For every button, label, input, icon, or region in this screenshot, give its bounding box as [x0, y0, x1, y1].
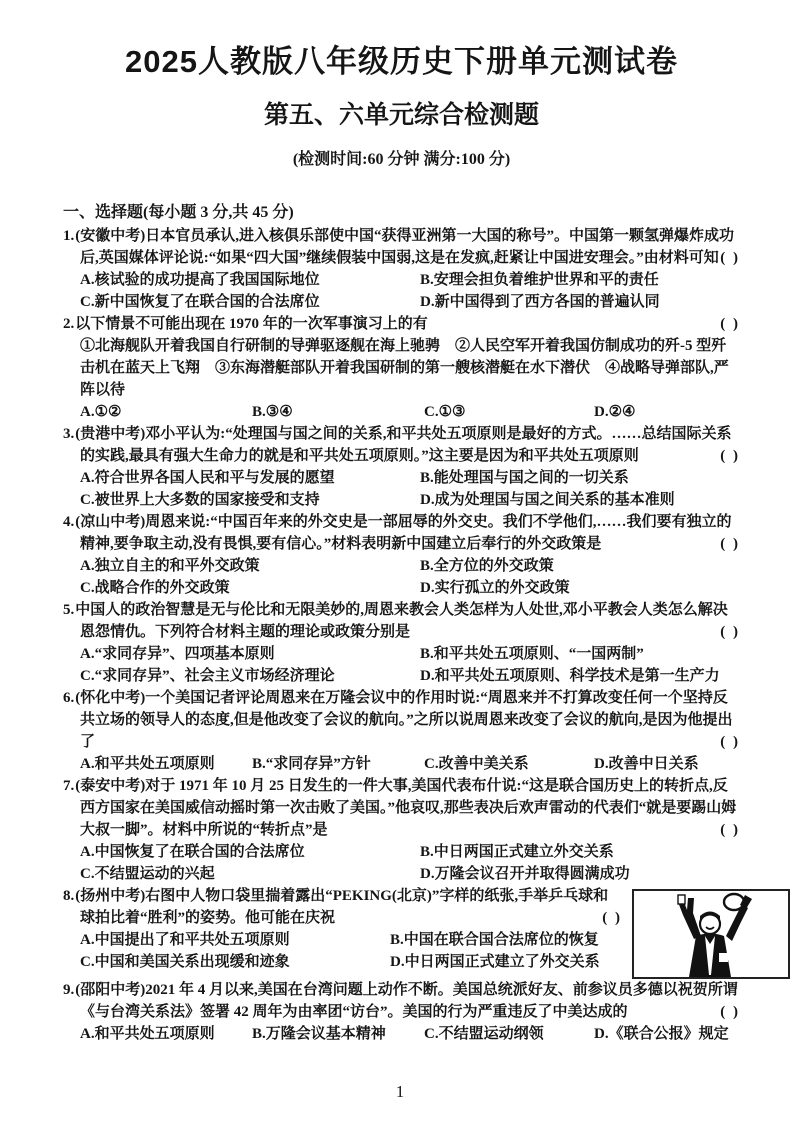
question-2-stem	[63, 313, 740, 335]
question-5-number: 5.	[63, 602, 75, 618]
question-7-text: (泰安中考)对于 1971 年 10 月 25 日发生的一件大事,美国代表布什说:“这是联合国历史上的转折点,反西方国家在美国威信动摇时第一次击败了美国。”他哀叹,那些表决后欢声雷动的代表们“就是要踢山姆大叔一脚”。材料中所说的“转折点”是	[75, 778, 737, 838]
option-a: A.①②	[80, 404, 122, 420]
option-d: D.《联合公报》规定	[594, 1026, 729, 1042]
question-7-number: 7.	[63, 778, 75, 794]
option-d: D.和平共处五项原则、科学技术是第一生产力	[420, 668, 720, 684]
option-b: B.中国在联合国合法席位的恢复	[390, 932, 599, 948]
option-a: A.独立自主的和平外交政策	[80, 558, 260, 574]
option-a: A.中国恢复了在联合国的合法席位	[80, 844, 305, 860]
question-4-text: (凉山中考)周恩来说:“中国百年来的外交史是一部屈辱的外交史。我们不学他们,……我们要有独立的精神,要争取主动,没有畏惧,要有信心。”材料表明新中国建立后奉行的外交政策是	[75, 514, 732, 552]
question-3-options	[63, 467, 740, 511]
option-b: B.安理会担负着维护世界和平的责任	[420, 272, 659, 288]
question-8	[63, 885, 740, 979]
question-4-number: 4.	[63, 514, 75, 530]
answer-bracket: ( )	[720, 822, 740, 838]
answer-bracket: ( )	[720, 734, 740, 750]
option-c: C.新中国恢复了在联合国的合法席位	[80, 294, 320, 310]
question-5-options	[63, 643, 740, 687]
option-a: A.中国提出了和平共处五项原则	[80, 932, 290, 948]
question-6-stem	[63, 687, 740, 753]
question-2-text: 以下情景不可能出现在 1970 年的一次军事演习上的有	[75, 316, 428, 332]
option-c: C.“求同存异”、社会主义市场经济理论	[80, 668, 335, 684]
question-8-stem	[63, 885, 622, 929]
question-6-number: 6.	[63, 690, 75, 706]
question-2	[63, 313, 740, 423]
question-1	[63, 225, 740, 313]
question-2-options	[63, 401, 740, 423]
answer-bracket: ( )	[602, 910, 622, 926]
question-8-text: (扬州中考)右图中人物口袋里揣着露出“PEKING(北京)”字样的纸张,手举乒乓球和球拍比着“胜利”的姿势。他可能在庆祝	[75, 888, 609, 926]
question-6	[63, 687, 740, 775]
option-a: A.和平共处五项原则	[80, 756, 215, 772]
answer-bracket: ( )	[720, 316, 740, 332]
option-a: A.符合世界各国人民和平与发展的愿望	[80, 470, 335, 486]
option-b: B.和平共处五项原则、“一国两制”	[420, 646, 644, 662]
answer-bracket: ( )	[720, 448, 740, 464]
option-c: C.①③	[424, 404, 466, 420]
question-3-text: (贵港中考)邓小平认为:“处理国与国之间的关系,和平共处五项原则是最好的方式。……总结国际关系的实践,最具有强大生命力的就是和平共处五项原则。”这主要是因为和平共处五项原则	[75, 426, 732, 464]
question-3	[63, 423, 740, 511]
question-2-number: 2.	[63, 316, 75, 332]
exam-info: (检测时间:60 分钟 满分:100 分)	[292, 151, 511, 168]
option-b: B.③④	[252, 404, 293, 420]
question-9-text: (邵阳中考)2021 年 4 月以来,美国在台湾问题上动作不断。美国总统派好友、前参议员多德以祝贺所谓《与台湾关系法》签署 42 周年为由率团“访台”。美国的行为严重违反了中美达成的	[75, 982, 738, 1020]
option-d: D.万隆会议召开并取得圆满成功	[420, 866, 630, 882]
question-3-number: 3.	[63, 426, 75, 442]
option-c: C.中国和美国关系出现缓和迹象	[80, 954, 290, 970]
question-6-options	[63, 753, 740, 775]
question-7-options	[63, 841, 740, 885]
option-c: C.不结盟运动的兴起	[80, 866, 215, 882]
question-9	[63, 979, 740, 1045]
question-4	[63, 511, 740, 599]
option-d: D.②④	[594, 404, 636, 420]
question-1-options	[63, 269, 740, 313]
question-1-number: 1.	[63, 228, 75, 244]
option-b: B.全方位的外交政策	[420, 558, 554, 574]
option-a: A.“求同存异”、四项基本原则	[80, 646, 275, 662]
question-5-stem	[63, 599, 740, 643]
option-b: B.万隆会议基本精神	[252, 1026, 386, 1042]
answer-bracket: ( )	[720, 250, 740, 266]
option-a: A.核试验的成功提高了我国国际地位	[80, 272, 320, 288]
question-1-stem	[63, 225, 740, 269]
question-8-number: 8.	[63, 888, 75, 904]
option-c: C.被世界上大多数的国家接受和支持	[80, 492, 320, 508]
question-9-number: 9.	[63, 982, 75, 998]
section-heading: 一、选择题(每小题 3 分,共 45 分)	[63, 204, 294, 221]
page-title: 2025人教版八年级历史下册单元测试卷	[125, 44, 678, 79]
question-1-text: (安徽中考)日本官员承认,进入核俱乐部使中国“获得亚洲第一大国的称号”。中国第一颗氢弹爆炸成功后,英国媒体评论说:“如果“四大国”继续假装中国弱,这是在发疯,赶紧让中国进安理会。”由材料可知	[75, 228, 734, 266]
option-c: C.不结盟运动纲领	[424, 1026, 544, 1042]
option-d: D.中日两国正式建立了外交关系	[390, 954, 600, 970]
question-2-items: ①北海舰队开着我国自行研制的导弹驱逐舰在海上驰骋 ②人民空军开着我国仿制成功的歼-5 型歼击机在蓝天上飞翔 ③东海潜艇部队开着我国研制的第一艘核潜艇在水下潜伏 ④战略导弹部队,严阵以待	[80, 338, 729, 398]
question-7	[63, 775, 740, 885]
option-d: D.改善中日关系	[594, 756, 699, 772]
question-5-text: 中国人的政治智慧是无与伦比和无限美妙的,周恩来教会人类怎样为人处世,邓小平教会人类怎么解决恩怨情仇。下列符合材料主题的理论或政策分别是	[75, 602, 728, 640]
option-b: B.中日两国正式建立外交关系	[420, 844, 614, 860]
question-4-stem	[63, 511, 740, 555]
question-9-stem	[63, 979, 740, 1023]
option-c: C.战略合作的外交政策	[80, 580, 230, 596]
question-9-options	[63, 1023, 740, 1045]
option-b: B.“求同存异”方针	[252, 756, 371, 772]
option-d: D.实行孤立的外交政策	[420, 580, 570, 596]
ping-pong-victory-cartoon	[632, 889, 790, 979]
question-6-text: (怀化中考)一个美国记者评论周恩来在万隆会议中的作用时说:“周恩来并不打算改变任何一个坚持反共立场的领导人的态度,但是他改变了会议的航向。”之所以说周恩来改变了会议的航向,是因为他提出了	[75, 690, 733, 750]
answer-bracket: ( )	[720, 624, 740, 640]
option-a: A.和平共处五项原则	[80, 1026, 215, 1042]
page-subtitle: 第五、六单元综合检测题	[263, 101, 539, 129]
question-7-stem	[63, 775, 740, 841]
answer-bracket: ( )	[720, 1004, 740, 1020]
question-4-options	[63, 555, 740, 599]
question-8-options	[63, 929, 622, 973]
option-d: D.成为处理国与国之间关系的基本准则	[420, 492, 675, 508]
question-3-stem	[63, 423, 740, 467]
answer-bracket: ( )	[720, 536, 740, 552]
option-b: B.能处理国与国之间的一切关系	[420, 470, 629, 486]
page-number: 1	[395, 1082, 405, 1101]
option-c: C.改善中美关系	[424, 756, 529, 772]
option-d: D.新中国得到了西方各国的普遍认同	[420, 294, 660, 310]
question-5	[63, 599, 740, 687]
